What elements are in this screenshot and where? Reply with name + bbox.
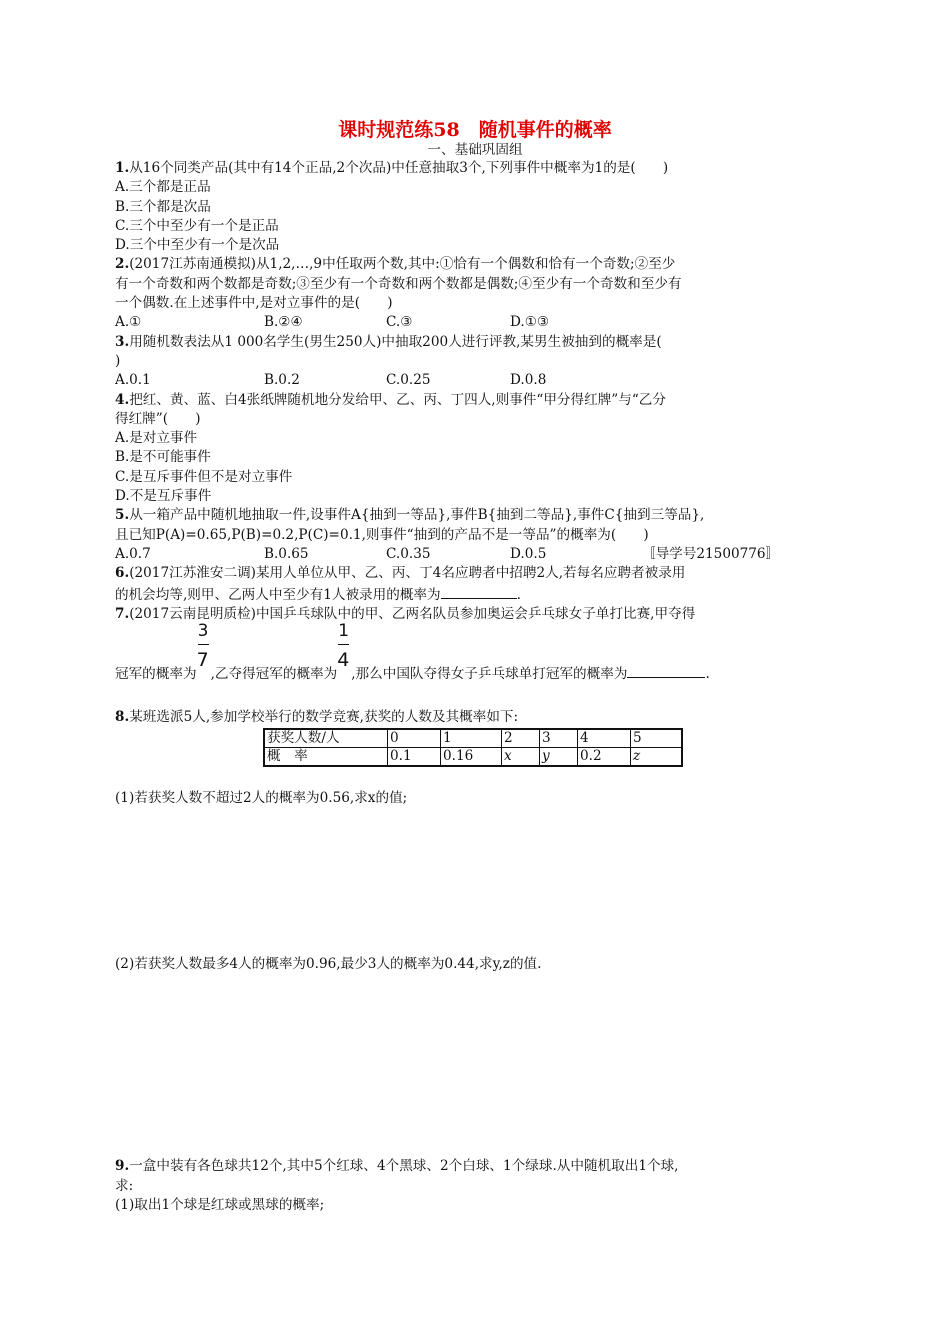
question-number: 4. [115,391,130,408]
option-a: A.0.7 [115,545,151,562]
option-d: D.①③ [510,314,550,331]
answer-blank[interactable] [441,584,517,599]
table-cell: 5 [631,729,683,748]
question-2 [115,255,835,332]
answer-blank[interactable] [627,663,705,678]
fraction-three-sevenths [196,621,211,678]
table-cell: 4 [578,729,631,748]
option-b: B.0.2 [264,372,300,389]
question-stem-line: 的机会均等,则甲、乙两人中至少有1人被录用的概率为 [115,586,441,603]
guide-reference: 〚导学号21500776〛 [642,545,780,562]
question-stem-line: 有一个奇数和两个数都是奇数;③至少有一个奇数和两个数都是偶数;④至少有一个奇数和至少有 [115,275,682,292]
option-b: B.三个都是次品 [115,198,211,215]
sub-question-1: (1)取出1个球是红球或黑球的概率; [115,1196,325,1213]
table-cell: 0 [388,729,441,748]
fraction-bar [338,644,349,645]
option-c: C.三个中至少有一个是正品 [115,217,279,234]
fraction-one-quarter [337,621,351,678]
period: . [705,666,710,683]
question-stem: 从16个同类产品(其中有14个正品,2个次品)中任意抽取3个,下列事件中概率为1的是( ) [129,160,669,176]
question-stem-part: 冠军的概率为 [115,666,197,683]
question-4 [115,391,835,507]
question-6 [115,564,835,605]
period: . [516,586,521,603]
option-a: A.三个都是正品 [115,179,211,196]
option-a: A.① [115,314,142,331]
question-stem: (2017江苏淮安二调)某用人单位从甲、乙、丙、丁4名应聘者中招聘2人,若每名应聘者被录用 [129,565,686,582]
option-c: C.是互斥事件但不是对立事件 [115,468,293,485]
question-stem-line: 求: [115,1177,134,1194]
sub-question-2: (2)若获奖人数最多4人的概率为0.96,最少3人的概率为0.44,求y,z的值. [115,956,542,973]
question-number: 3. [115,333,130,350]
question-1 [115,159,835,255]
question-stem: 一盒中装有各色球共12个,其中5个红球、4个黑球、2个白球、1个绿球.从中随机取出1个球, [129,1158,679,1175]
fraction-numerator: 3 [197,621,209,642]
question-5 [115,506,835,564]
fraction-bar [198,644,209,645]
option-d: D.0.5 [510,545,547,562]
question-stem-line: 一个偶数.在上述事件中,是对立事件的是( ) [115,295,393,312]
question-stem: (2017云南昆明质检)中国乒乓球队中的甲、乙两名队员参加奥运会乒乓球女子单打比赛,甲夺得 [129,605,696,622]
sub-question-1: (1)若获奖人数不超过2人的概率为0.56,求x的值; [115,789,408,806]
question-number: 6. [115,565,130,582]
option-c: C.0.35 [386,545,431,562]
question-3 [115,333,835,391]
option-b: B.0.65 [264,545,309,562]
question-stem: 从一箱产品中随机地抽取一件,设事件A{抽到一等品},事件B{抽到二等品},事件C{抽到三等品}, [129,507,705,524]
table-cell: y [540,747,578,766]
table-header-cell: 概 率 [264,747,388,766]
table-cell: 1 [441,729,502,748]
option-c: C.③ [386,314,413,331]
option-c: C.0.25 [386,372,431,389]
question-stem-part: ,乙夺得冠军的概率为 [210,666,338,683]
question-number: 5. [115,507,130,524]
fraction-denominator: 7 [196,649,209,672]
question-9 [115,1157,835,1215]
options-row [115,371,835,390]
option-a: A.是对立事件 [115,430,198,447]
worksheet-page [115,118,835,1215]
table-cell: x [502,747,540,766]
question-number: 1. [115,160,130,176]
section-heading: 一、基础巩固组 [427,142,523,158]
question-stem: 用随机数表法从1 000名学生(男生250人)中抽取200人进行评教,某男生被抽到的概率是( [129,333,662,350]
question-8 [115,708,835,974]
fraction-numerator: 1 [338,621,350,642]
option-d: D.三个中至少有一个是次品 [115,237,280,254]
table-row [264,729,682,748]
option-a: A.0.1 [115,372,151,389]
table-cell: 0.2 [578,747,631,766]
option-b: B.是不可能事件 [115,449,211,466]
fraction-denominator: 4 [337,649,350,672]
table-cell: 0.16 [441,747,502,766]
probability-table [263,728,683,767]
table-cell: 3 [540,729,578,748]
option-b: B.②④ [264,314,303,331]
question-stem: (2017江苏南通模拟)从1,2,…,9中任取两个数,其中:①恰有一个偶数和恰有一个奇数;②至少 [129,256,676,273]
table-cell: 0.1 [388,747,441,766]
options-row [115,545,835,564]
page-title: 课时规范练58 随机事件的概率 [338,119,612,141]
option-d: D.不是互斥事件 [115,488,212,505]
question-stem-line: ) [115,352,121,369]
question-number: 2. [115,256,130,273]
table-cell: 2 [502,729,540,748]
question-stem-line: 得红牌”( ) [115,410,201,427]
question-7 [115,605,835,685]
question-number: 7. [115,605,130,622]
question-stem-line: 且已知P(A)=0.65,P(B)=0.2,P(C)=0.1,则事件“抽到的产品不是一等品”的概率为( ) [115,526,649,543]
question-stem: 把红、黄、蓝、白4张纸牌随机地分发给甲、乙、丙、丁四人,则事件“甲分得红牌”与“乙分 [129,391,666,408]
options-row [115,313,835,332]
question-stem-part: ,那么中国队夺得女子乒乓球单打冠军的概率为 [351,666,628,683]
question-stem: 某班选派5人,参加学校举行的数学竞赛,获奖的人数及其概率如下: [129,709,519,726]
table-header-cell: 获奖人数/人 [264,729,388,748]
option-d: D.0.8 [510,372,547,389]
question-number: 8. [115,709,130,726]
table-cell: z [631,747,683,766]
question-number: 9. [115,1158,130,1175]
table-row [264,747,682,766]
